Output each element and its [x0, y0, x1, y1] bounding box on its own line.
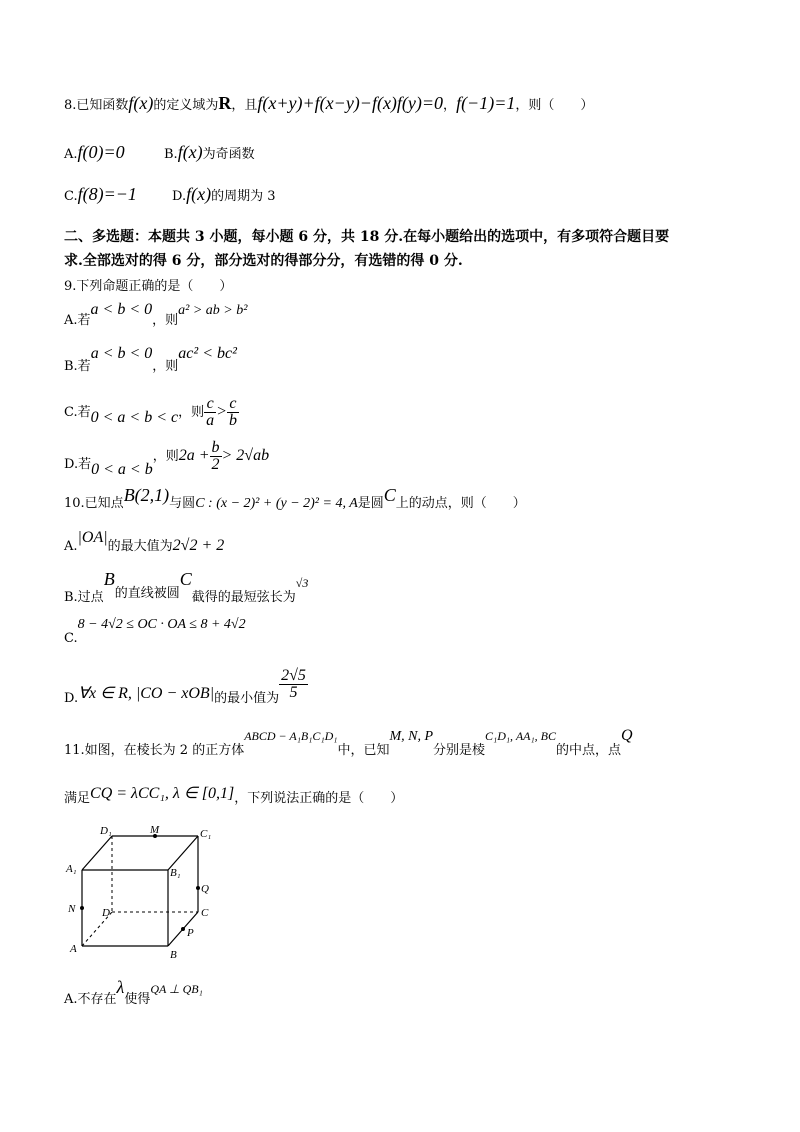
q9-c-gt: > — [216, 403, 227, 420]
label-p: P — [187, 927, 194, 939]
q8-option-c — [64, 185, 137, 203]
q10-b-pre: B.过点 — [64, 590, 104, 605]
q8-a-math: f(0)=0 — [77, 142, 125, 162]
q11-a-lambda: λ — [116, 977, 125, 997]
q9-a-res: a² > ab > b² — [178, 303, 248, 318]
label-a: A — [70, 943, 77, 955]
label-a1: A₁ — [66, 863, 77, 875]
q10-b-text: 截得的最短弦长为 — [191, 590, 296, 605]
q10-with-circle: 与圆 — [169, 496, 196, 511]
q10-pre: 10.已知点 — [64, 496, 124, 511]
label-c: C — [201, 907, 209, 919]
q9-c-num2: c — [227, 396, 239, 413]
q9-option-c — [64, 396, 239, 429]
q11-cube: ABCD − A₁B₁C₁D₁ — [244, 729, 338, 743]
label-q: Q — [201, 883, 209, 895]
q10-b-val: √3 — [295, 576, 309, 590]
q9-stem: 9.下列命题正确的是（ ） — [64, 279, 233, 294]
q10-a-val: 2√2 + 2 — [172, 537, 225, 554]
edge-a1d1 — [82, 836, 112, 870]
cube-figure — [64, 824, 224, 964]
q9-d-num: b — [211, 439, 220, 456]
q11-stem-line2 — [64, 785, 404, 806]
q8-and: ，且 — [231, 98, 258, 113]
q10-d-frac — [279, 668, 308, 701]
q10-c: C — [383, 485, 396, 505]
q9-a-mid: ，则 — [152, 313, 179, 328]
q10-a-text: 的最大值为 — [107, 539, 173, 554]
label-c1: C₁ — [200, 828, 212, 840]
q8-cond: f(−1)=1 — [456, 93, 516, 113]
q9-b-pre: B.若 — [64, 359, 91, 374]
q8-fx: f(x) — [128, 93, 154, 113]
q11-option-a — [64, 977, 203, 1007]
q9-b-cond: a < b < 0 — [90, 345, 153, 362]
label-b1: B₁ — [170, 867, 181, 879]
q11-mid2: 分别是棱 — [433, 743, 486, 758]
q11-stem-line1 — [64, 727, 633, 758]
q8-R: R — [218, 93, 232, 113]
q9-c-num1: c — [204, 396, 216, 413]
q10-c-label: C. — [64, 631, 78, 646]
q10-a-label: A. — [64, 539, 78, 554]
label-m: M — [150, 824, 160, 836]
q8-option-b — [164, 143, 255, 161]
q9-c-den1: a — [206, 412, 215, 429]
q11-mid3: 的中点，点 — [556, 743, 622, 758]
q9-c-den2: b — [228, 412, 237, 429]
q8-d-text: 的周期为 3 — [211, 189, 276, 204]
q8-a-label: A. — [64, 147, 78, 162]
label-b: B — [170, 949, 177, 961]
q10-is-circle: 是圆 — [357, 496, 384, 511]
q10-stem — [64, 485, 526, 511]
q9-a-pre: A.若 — [64, 313, 91, 328]
point-q — [196, 886, 200, 890]
label-d1: D₁ — [100, 825, 112, 837]
q10-c-math: 8 − 4√2 ≤ OC · OA ≤ 8 + 4√2 — [77, 617, 246, 632]
q8-c-math: f(8)=−1 — [77, 184, 137, 204]
q10-tail: 上的动点，则（ ） — [395, 496, 526, 511]
edge-b1c1 — [168, 836, 198, 870]
q8-d-label: D. — [172, 189, 187, 204]
q10-b-c: C — [179, 569, 192, 589]
q9-d-pre: D.若 — [64, 457, 92, 472]
q8-b-math: f(x) — [177, 142, 203, 162]
point-p — [181, 927, 185, 931]
q10-d-math: ∀x ∈ R, |CO − xOB| — [78, 685, 215, 702]
q11-a-pre: A.不存在 — [64, 992, 117, 1007]
q10-d-label: D. — [64, 691, 79, 706]
section2-line2: 求.全部选对的得 6 分，部分选对的得部分分，有选错的得 0 分. — [64, 253, 463, 269]
q9-c-frac2 — [227, 396, 239, 429]
q11-pts: M, N, P — [389, 729, 434, 744]
q9-a-cond: a < b < 0 — [90, 301, 153, 318]
q11-a-mid: 使得 — [124, 992, 151, 1007]
q8-d-math: f(x) — [186, 184, 212, 204]
q11-a-math: QA ⊥ QB₁ — [150, 982, 203, 996]
q9-option-a — [64, 301, 248, 328]
q11-edges: C₁D₁, AA₁, BC — [485, 729, 557, 743]
section2-line1: 二、多选题：本题共 3 小题，每小题 6 分，共 18 分.在每小题给出的选项中，有多项符合题目要 — [64, 229, 670, 245]
q9-b-mid: ，则 — [152, 359, 179, 374]
q9-d-lhs: 2a + — [178, 447, 210, 464]
q8-tail: ，则（ ） — [515, 98, 594, 113]
q10-d-text: 的最小值为 — [214, 691, 280, 706]
q9-d-rhs: > 2√ab — [221, 447, 270, 464]
q8-option-a — [64, 143, 125, 161]
q10-option-d — [64, 667, 308, 706]
q9-d-mid: ，则 — [152, 449, 179, 464]
q10-d-num: 2√5 — [281, 667, 306, 684]
q10-a-math: |OA| — [77, 529, 108, 546]
q8-c-label: C. — [64, 189, 78, 204]
label-n: N — [68, 903, 76, 915]
q9-option-b — [64, 345, 237, 374]
q9-c-pre: C.若 — [64, 405, 91, 420]
q11-q: Q — [621, 727, 633, 744]
q10-option-c — [64, 617, 246, 646]
q9-option-d — [64, 439, 270, 478]
q10-option-a — [64, 529, 225, 554]
q9-d-den: 2 — [211, 456, 220, 473]
q10-point: B(2,1) — [123, 485, 170, 505]
point-n — [80, 906, 84, 910]
q9-c-mid: ，则 — [178, 405, 205, 420]
q10-d-den: 5 — [289, 684, 298, 701]
label-d: D — [102, 907, 110, 919]
q11-mid1: 中，已知 — [337, 743, 390, 758]
q10-option-b — [64, 569, 309, 605]
q11-line2-tail: ，下列说法正确的是（ ） — [234, 791, 404, 806]
q10-circle: C : (x − 2)² + (y − 2)² = 4, A — [195, 496, 358, 511]
q8-equation: f(x+y)+f(x−y)−f(x)f(y)=0 — [257, 93, 444, 113]
q8-domain-text: 的定义域为 — [153, 98, 219, 113]
q8-prefix: 8.已知函数 — [64, 98, 129, 113]
q10-b-mid: 的直线被圆 — [114, 586, 180, 601]
q9-d-frac — [210, 440, 222, 473]
q8-stem — [64, 94, 593, 112]
q8-b-text: 为奇函数 — [202, 147, 255, 162]
q9-c-cond: 0 < a < b < c — [90, 409, 179, 426]
q11-line2-math: CQ = λCC₁, λ ∈ [0,1] — [90, 785, 235, 802]
q10-b-pt: B — [103, 569, 115, 589]
q9-d-cond: 0 < a < b — [91, 461, 153, 478]
q11-pre: 11.如图，在棱长为 2 的正方体 — [64, 743, 245, 758]
q8-sep: ， — [443, 98, 457, 113]
q8-b-label: B. — [164, 147, 178, 162]
q9-c-frac1 — [204, 396, 216, 429]
q11-line2-pre: 满足 — [64, 791, 91, 806]
q9-b-res: ac² < bc² — [178, 345, 237, 362]
q8-option-d — [172, 185, 275, 203]
